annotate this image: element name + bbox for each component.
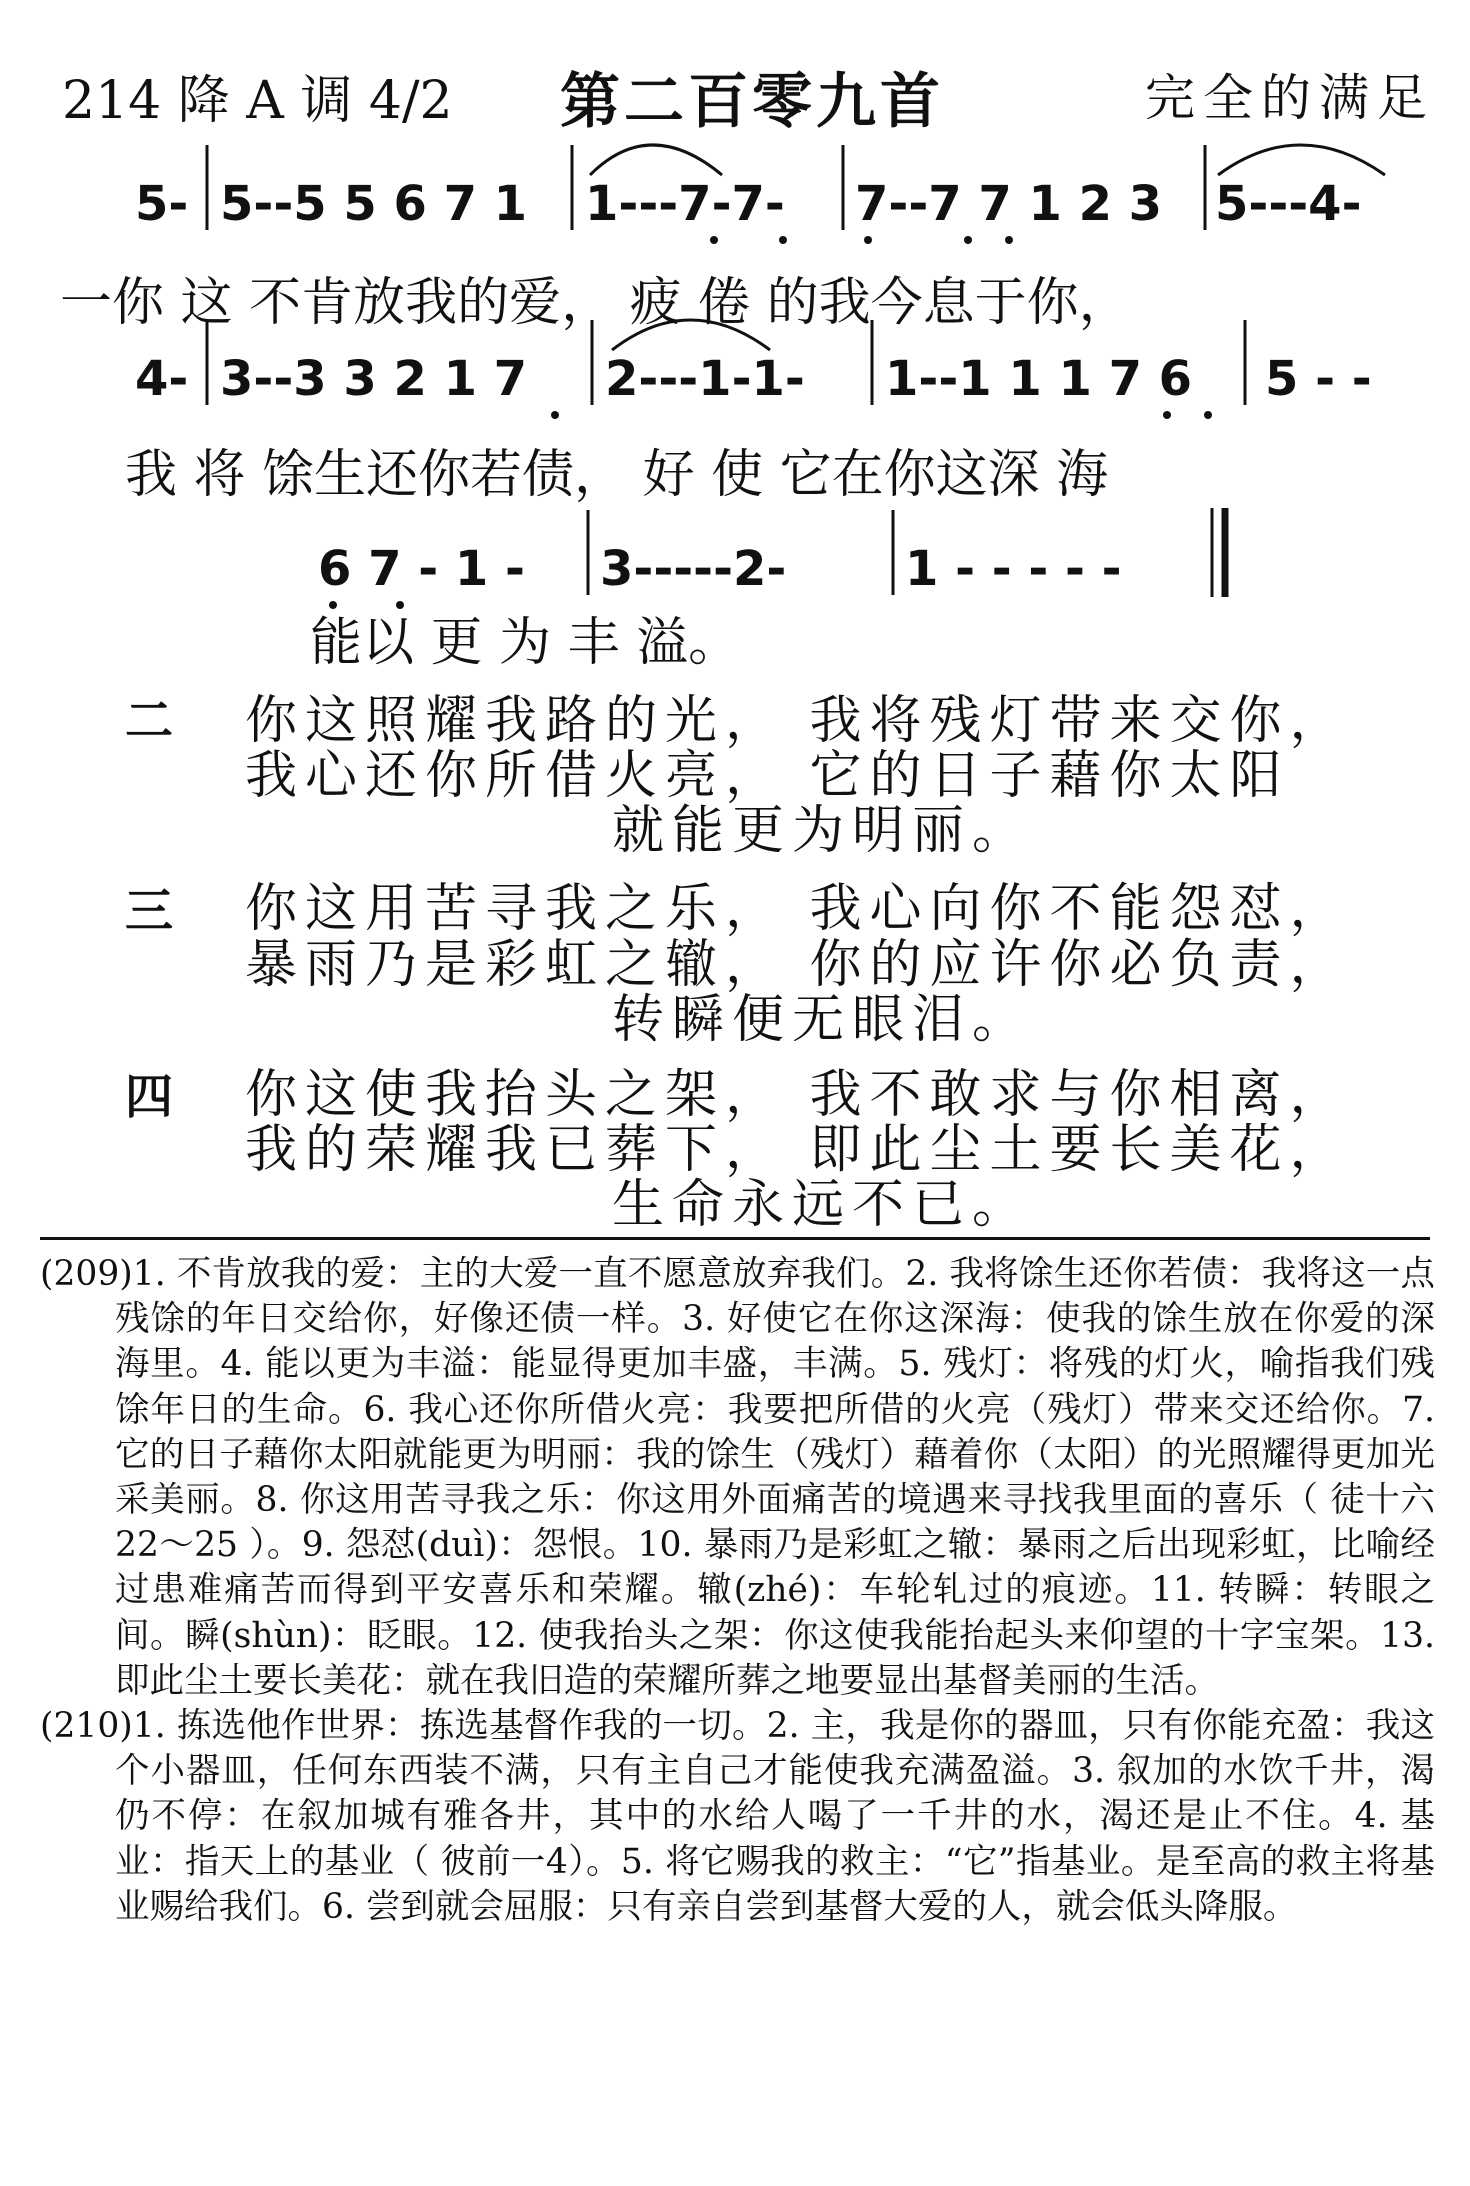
footnote-209: (209)1. 不肯放我的爱：主的大爱一直不愿意放弃我们。2. 我将馀生还你若债：我将这一点残馀的年日交给你，好像还债一样。3. 好使它在你这深海：使我的馀生放在你爱的深海里。4. 能以更为丰溢：能显得更加丰盛，丰满。5. 残灯：将残的灯火，喻指我们残馀年日的生命。6. 我心还你所借火亮：我要把所借的火亮（残灯）带来交还给你。7. 它的日子藉你太阳就能更为明丽：我的馀生（残灯）藉着你（太阳）的光照耀得更加光采美丽。8. 你这用苦寻我之乐：你这用外面痛苦的境遇来寻找我里面的喜乐（ 徒十六 22～25 ）。9. 怨怼(duì)：怨恨。10. 暴雨乃是彩虹之辙：暴雨之后出现彩虹，比喻经过患难痛苦而得到平安喜乐和荣耀。辙(zhé)：车轮轧过的痕迹。11. 转瞬：转眼之间。瞬(shùn)：眨眼。12. 使我抬头之架：你这使我能抬起头来仰望的十字宝架。13. 即此尘土要长美花：就在我旧造的荣耀所葬之地要显出基督美丽的生活。 bbox=[40, 1254, 1435, 1701]
note-group: 5 - - bbox=[1265, 351, 1372, 407]
note-group: 5--5 5 6 7 1 bbox=[220, 176, 528, 232]
verse1-lyric-line3: 能以 更 为 丰 溢。 bbox=[310, 613, 741, 673]
numbered-musical-notation bbox=[0, 0, 1470, 700]
verse1-lyric-line2: 我 将 馀生还你若债， 好 使 它在你这深 海 bbox=[125, 445, 1109, 505]
verse4-line2: 我的荣耀我已葬下， 即此尘土要长美花， bbox=[245, 1120, 1350, 1180]
hymn-title: 第二百零九首 bbox=[560, 67, 944, 137]
slur bbox=[590, 145, 722, 175]
verse2-line1: 你这照耀我路的光， 我将残灯带来交你， bbox=[245, 691, 1350, 751]
hymn-subtitle: 完全的满足 bbox=[1145, 69, 1435, 127]
note-group: 5---4- bbox=[1215, 176, 1362, 232]
verse2-line3: 就能更为明丽。 bbox=[612, 801, 1033, 861]
note-group: 1 - - - - - bbox=[905, 541, 1122, 597]
verse1-label: 一 bbox=[60, 273, 113, 333]
footnotes bbox=[40, 1252, 1435, 1930]
note-group: 7--7 7 1 2 3 bbox=[855, 176, 1163, 232]
verse1-lyric-line1: 一你 这 不肯放我的爱， 疲 倦 的我今息于你， bbox=[60, 273, 1131, 333]
notation-line-3 bbox=[318, 508, 1225, 609]
verse3-label: 三 bbox=[125, 883, 174, 939]
verse2-label: 二 bbox=[125, 693, 174, 749]
verse4-line3: 生命永远不已。 bbox=[612, 1175, 1033, 1235]
verse2-line2: 我心还你所借火亮， 它的日子藉你太阳 bbox=[245, 746, 1290, 806]
verse4-line1: 你这使我抬头之架， 我不敢求与你相离， bbox=[245, 1065, 1350, 1125]
note-group: 4- bbox=[135, 351, 189, 407]
note-group: 5- bbox=[135, 176, 189, 232]
verse3-line1: 你这用苦寻我之乐， 我心向你不能怨怼， bbox=[245, 879, 1350, 939]
verse4-label: 四 bbox=[125, 1069, 174, 1125]
slur bbox=[1218, 145, 1385, 175]
note-group: 1---7-7- bbox=[585, 176, 785, 232]
notation-line-1 bbox=[135, 145, 1385, 244]
note-group: 3-----2- bbox=[600, 541, 787, 597]
verse3-line3: 转瞬便无眼泪。 bbox=[612, 990, 1033, 1050]
hymn-number-key: 214 降 A 调 4/2 bbox=[62, 71, 453, 131]
verse3-line2: 暴雨乃是彩虹之辙， 你的应许你必负责， bbox=[245, 935, 1350, 995]
note-group: 3--3 3 2 1 7 bbox=[220, 351, 528, 407]
note-group: 2---1-1- bbox=[605, 351, 805, 407]
footnote-210: (210)1. 拣选他作世界：拣选基督作我的一切。2. 主，我是你的器皿，只有你能充盈：我这个小器皿，任何东西装不满，只有主自己才能使我充满盈溢。3. 叙加的水饮千井，渴仍不停：在叙加城有雅各井，其中的水给人喝了一千井的水，渴还是止不住。4. 基业：指天上的基业（ 彼前一4）。5. 将它赐我的救主：“它”指基业。是至高的救主将基业赐给我们。6. 尝到就会屈服：只有亲自尝到基督大爱的人，就会低头降服。 bbox=[40, 1706, 1435, 1927]
footnote-divider bbox=[40, 1237, 1430, 1240]
note-group: 6 7 - 1 - bbox=[318, 541, 525, 597]
note-group: 1--1 1 1 7 6 bbox=[885, 351, 1193, 407]
